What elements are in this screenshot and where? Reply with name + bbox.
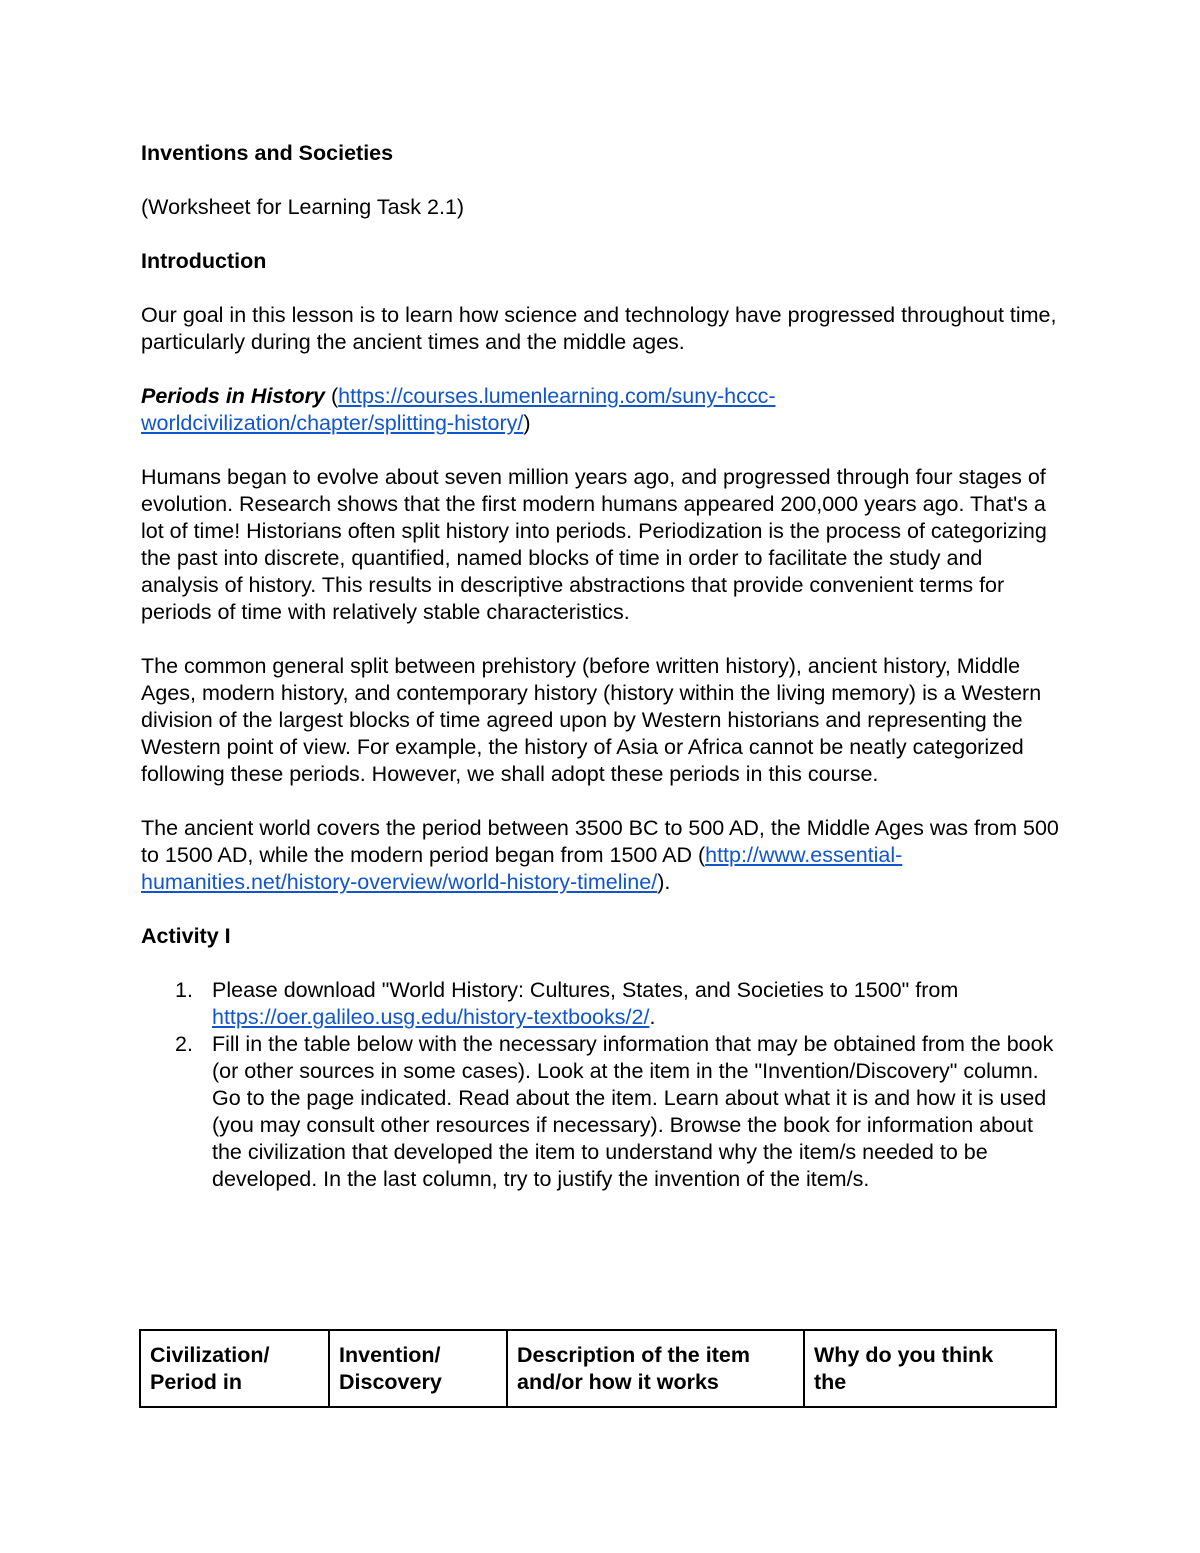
ancient-world-paragraph xyxy=(141,815,1061,896)
periods-in-history-line xyxy=(141,383,1061,437)
document-title: Inventions and Societies xyxy=(141,141,394,165)
ancient-world-after: ). xyxy=(657,870,671,894)
essential-humanities-link[interactable]: http://www.essential-humanities.net/history-overview/world-history-timeline/ xyxy=(141,843,903,894)
western-split-paragraph: The common general split between prehistory (before written history), ancient history, Middle Ages, modern history, and contemporary history (history within the living memory) is a Western division of the largest blocks of time agreed upon by Western historians and representing the Western point of view. For example, the history of Asia or Africa cannot be neatly categorized following these periods. However, we shall adopt these periods in this course. xyxy=(141,654,1042,786)
header-civilization xyxy=(140,1330,329,1407)
step-text: Fill in the table below with the necessary information that may be obtained from the book (or other sources in some cases). Look at the item in the "Invention/Discovery" column. Go to the page indicated. Read about the item. Learn about what it is and how it is used (you may consult other resources if necessary). Browse the book for information about the civilization that developed the item to understand why the item/s needed to be developed. In the last column, try to justify the invention of the item/s. xyxy=(212,1032,1054,1191)
inventions-table xyxy=(139,1329,1057,1408)
periods-close-paren: ) xyxy=(523,411,531,435)
periods-in-history-label: Periods in History xyxy=(141,384,325,408)
list-item xyxy=(141,1031,1061,1193)
header-line: Civilization/ xyxy=(150,1343,270,1367)
activity-steps-list xyxy=(141,977,1061,1193)
header-invention xyxy=(329,1330,507,1407)
header-line: Period in xyxy=(150,1370,242,1394)
list-item xyxy=(141,977,1061,1031)
document-subtitle: (Worksheet for Learning Task 2.1) xyxy=(141,195,465,219)
introduction-paragraph: Our goal in this lesson is to learn how science and technology have progressed throughout time, particularly during the ancient times and the middle ages. xyxy=(141,303,1057,354)
header-why xyxy=(804,1330,1056,1407)
header-line: and/or how it works xyxy=(517,1370,719,1394)
ancient-world-text: The ancient world covers the period between 3500 BC to 500 AD, the Middle Ages was from 500 to 1500 AD, while the modern period began from 1500 AD ( xyxy=(141,816,1059,867)
humans-paragraph: Humans began to evolve about seven million years ago, and progressed through four stages of evolution. Research shows that the first modern humans appeared 200,000 years ago. That's a lot of time! Historians often split history into periods. Periodization is the process of categorizing the past into discrete, quantified, named blocks of time in order to facilitate the study and analysis of history. This results in descriptive abstractions that provide convenient terms for periods of time with relatively stable characteristics. xyxy=(141,465,1047,624)
header-line: Why do you think xyxy=(814,1343,994,1367)
step-number: 1. xyxy=(175,978,193,1002)
lumenlearning-link[interactable]: https://courses.lumenlearning.com/suny-hccc-worldcivilization/chapter/splitting-history/ xyxy=(141,384,776,435)
step-after: . xyxy=(649,1005,656,1029)
step-text: Please download "World History: Cultures, States, and Societies to 1500" from xyxy=(212,978,959,1002)
introduction-heading: Introduction xyxy=(141,249,267,273)
activity-heading: Activity I xyxy=(141,924,231,948)
header-line: Description of the item xyxy=(517,1343,750,1367)
header-description xyxy=(507,1330,804,1407)
header-line: the xyxy=(814,1370,847,1394)
periods-open-paren: ( xyxy=(325,384,339,408)
step-number: 2. xyxy=(175,1032,193,1056)
table-header-row xyxy=(140,1330,1056,1407)
header-line: Invention/ xyxy=(339,1343,441,1367)
galileo-textbook-link[interactable]: https://oer.galileo.usg.edu/history-textbooks/2/ xyxy=(212,1005,650,1029)
header-line: Discovery xyxy=(339,1370,442,1394)
document-body xyxy=(141,140,1061,1220)
